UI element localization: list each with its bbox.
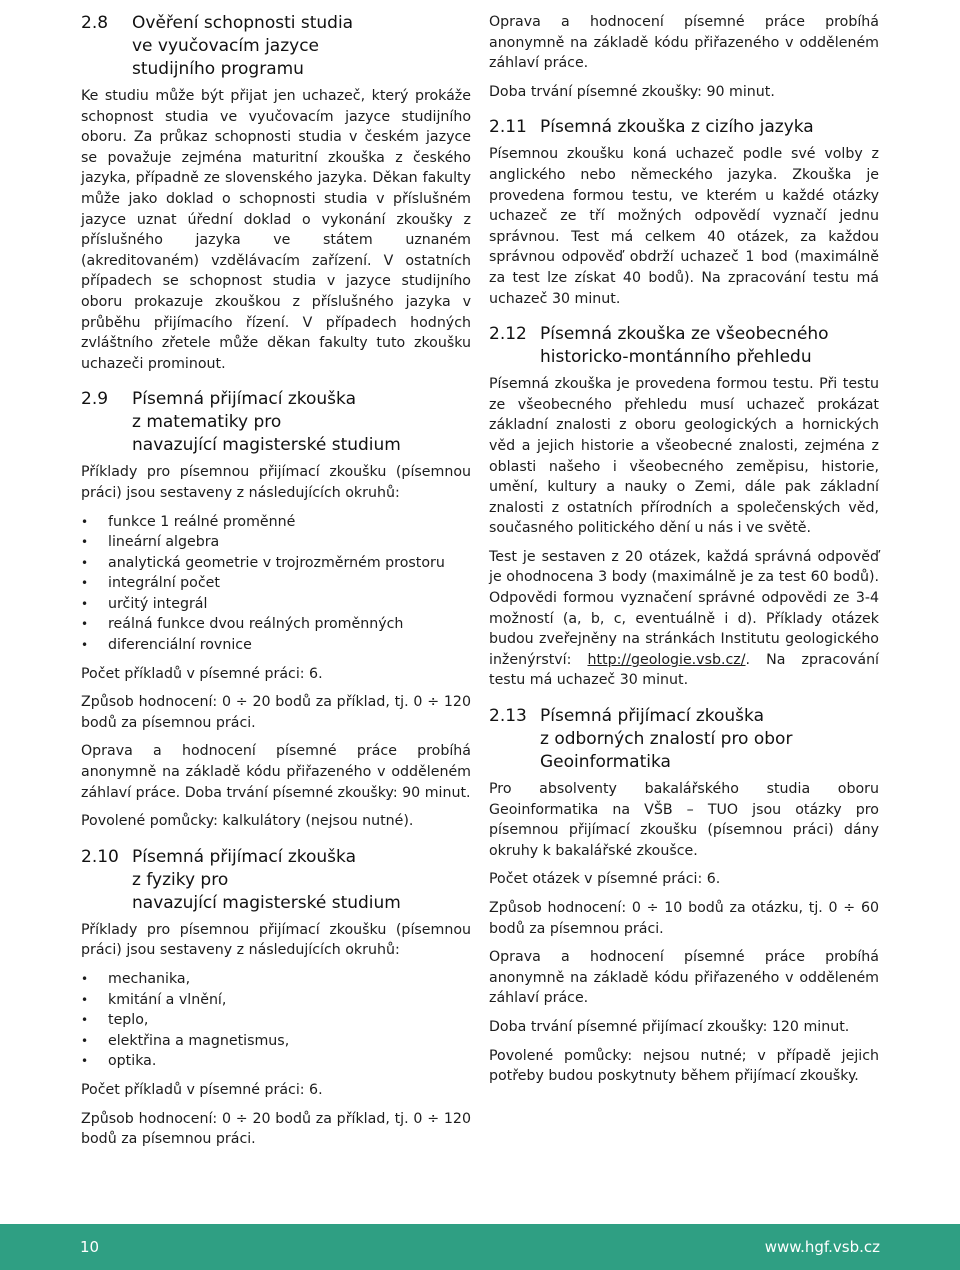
topic-list xyxy=(81,512,471,656)
section-number: 2.12 xyxy=(489,324,527,345)
list-item: • teplo, xyxy=(81,1010,471,1031)
paragraph: Písemnou zkoušku koná uchazeč podle své volby z anglického nebo německého jazyka. Zkouška je provedena formou testu, ve kterém u každé otázky uchazeč ze tří možných odpovědí vyznačí jednu správnou. Test má celkem 40 otázek, za každou správnou odpověď obdrží uchazeč 1 bod (maximálně za test lze získat 40 bodů). Na zpracování testu má uchazeč 30 minut. xyxy=(489,146,879,307)
institute-link[interactable]: http://geologie.vsb.cz/ xyxy=(587,651,746,668)
list-item: • optika. xyxy=(81,1051,471,1072)
section-title-line: Písemná zkouška z cizího jazyka xyxy=(540,117,814,138)
section-title-line: historicko-montánního přehledu xyxy=(540,347,812,368)
section-title-line: z matematiky pro xyxy=(132,412,282,433)
section-number: 2.13 xyxy=(489,706,527,727)
section-title-line: ve vyučovacím jazyce xyxy=(132,36,320,56)
section-heading-2-8 xyxy=(81,12,471,81)
list-item: • lineární algebra xyxy=(81,532,471,553)
list-item: • analytická geometrie v trojrozměrném prostoru xyxy=(81,553,471,574)
section-heading-2-11 xyxy=(489,116,879,139)
section-title xyxy=(540,116,879,139)
section-number: 2.9 xyxy=(81,389,109,410)
paragraph: Počet otázek v písemné práci: 6. xyxy=(489,871,721,888)
list-item: • elektřina a magnetismus, xyxy=(81,1031,471,1052)
section-title-line: Písemná přijímací zkouška xyxy=(132,846,357,867)
paragraph: Doba trvání písemné zkoušky: 90 minut. xyxy=(489,83,775,100)
page-number: 10 xyxy=(80,1238,100,1256)
section-title xyxy=(540,323,879,369)
paragraph: Počet příkladů v písemné práci: 6. xyxy=(81,665,323,682)
section-number: 2.11 xyxy=(489,117,527,138)
section-title xyxy=(132,12,471,81)
list-item: • reálná funkce dvou reálných proměnných xyxy=(81,614,471,635)
paragraph-text: Test je sestaven z 20 otázek, každá správná odpověď je ohodnocena 3 body (maximálně je za test 60 bodů). Odpovědi formou vyznačení správné odpovědi ze 3-4 možností (a, b, c, eventuálně i d). Příklady otázek budou zveřejněny na stránkách Institutu geologického inženýrství: xyxy=(489,548,879,668)
section-heading-2-9 xyxy=(81,388,471,457)
paragraph: Příklady pro písemnou přijímací zkoušku (písemnou práci) jsou sestaveny z následujících okruhů: xyxy=(81,464,471,501)
section-title xyxy=(132,846,471,915)
section-title-line: Ověření schopnosti studia xyxy=(132,13,354,33)
list-item: • funkce 1 reálné proměnné xyxy=(81,512,471,533)
paragraph-text: . Na zpracování testu má uchazeč 30 minut. xyxy=(489,651,879,689)
paragraph: Oprava a hodnocení písemné práce probíhá anonymně na základě kódu přiřazeného v odděleném záhlaví práce. Doba trvání písemné zkoušky: 90 minut. xyxy=(81,743,471,801)
section-heading-2-10 xyxy=(81,846,471,915)
website-url[interactable]: www.hgf.vsb.cz xyxy=(764,1238,880,1256)
section-title-line: studijního programu xyxy=(132,59,304,79)
paragraph: Povolené pomůcky: nejsou nutné; v případě jejich potřeby budou poskytnuty během přijímací zkoušky. xyxy=(489,1047,879,1085)
list-item: • diferenciální rovnice xyxy=(81,635,471,656)
paragraph: Počet příkladů v písemné práci: 6. xyxy=(81,1081,323,1098)
paragraph: Oprava a hodnocení písemné práce probíhá anonymně na základě kódu přiřazeného v odděleném záhlaví práce. xyxy=(489,14,879,72)
section-title-line: z fyziky pro xyxy=(132,869,229,890)
section-heading-2-13 xyxy=(489,705,879,774)
list-item: • určitý integrál xyxy=(81,594,471,615)
right-column xyxy=(489,12,879,1095)
section-title-line: Geoinformatika xyxy=(540,752,671,773)
section-title xyxy=(540,705,879,774)
topic-list xyxy=(81,969,471,1072)
paragraph: Písemná zkouška je provedena formou testu. Při testu ze všeobecného přehledu musí uchazeč prokázat základní znalosti z oboru geologických a hornických věd a jejich historie a všeobecné znalosti, zejména z oblasti našeho i všeobecného zeměpisu, historie, umění, kultury a nauky o Zemi, dále pak základní znalosti z ostatních přírodních a společenských věd, současného politického dění u nás i ve světě. xyxy=(489,376,879,537)
left-column xyxy=(81,12,471,1158)
paragraph: Ke studiu může být přijat jen uchazeč, který prokáže schopnost studia ve vyučovacím jazyce studijního oboru. Za průkaz schopnosti studia v českém jazyce se považuje zejména maturitní zkouška z českého jazyka, případně ze slovenského jazyka. Děkan fakulty může jako doklad o schopnosti studia v příslušném jazyce uznat úřední doklad o vykonání zkoušky z příslušného jazyka ve státem uznaném (akreditovaném) vzdělávacím zařízení. V ostatních případech se schopnost studia v jazyce studijního oboru prokazuje zkouškou z příslušného jazyka v průběhu přijímacího řízení. V případech hodných zvláštního zřetele může děkan fakulty tuto zkoušku uchazeči prominout. xyxy=(81,88,471,372)
section-title-line: navazující magisterské studium xyxy=(132,435,401,456)
section-heading-2-12 xyxy=(489,323,879,369)
paragraph: Povolené pomůcky: kalkulátory (nejsou nutné). xyxy=(81,813,414,830)
paragraph: Způsob hodnocení: 0 ÷ 20 bodů za příklad, tj. 0 ÷ 120 bodů za písemnou práci. xyxy=(81,694,471,731)
section-title-line: Písemná přijímací zkouška xyxy=(132,389,357,410)
section-title-line: navazující magisterské studium xyxy=(132,892,401,913)
paragraph: Oprava a hodnocení písemné práce probíhá anonymně na základě kódu přiřazeného v odděleném záhlaví práce. xyxy=(489,949,879,1007)
paragraph: Způsob hodnocení: 0 ÷ 20 bodů za příklad, tj. 0 ÷ 120 bodů za písemnou práci. xyxy=(81,1110,471,1148)
paragraph: Doba trvání písemné přijímací zkoušky: 120 minut. xyxy=(489,1018,850,1035)
paragraph: Způsob hodnocení: 0 ÷ 10 bodů za otázku, tj. 0 ÷ 60 bodů za písemnou práci. xyxy=(489,900,879,937)
section-number: 2.10 xyxy=(81,846,119,867)
paragraph: Pro absolventy bakalářského studia oboru Geoinformatika na VŠB – TUO jsou otázky pro písemnou přijímací zkoušku (písemnou práci) dány okruhy k bakalářské zkoušce. xyxy=(489,781,879,859)
section-title-line: Písemná přijímací zkouška xyxy=(540,706,765,727)
section-title-line: z odborných znalostí pro obor xyxy=(540,729,793,750)
paragraph: Příklady pro písemnou přijímací zkoušku (písemnou práci) jsou sestaveny z následujících okruhů: xyxy=(81,921,471,959)
footer-bar xyxy=(0,1224,960,1270)
list-item: • integrální počet xyxy=(81,573,471,594)
list-item: • kmitání a vlnění, xyxy=(81,990,471,1011)
section-title-line: Písemná zkouška ze všeobecného xyxy=(540,324,829,345)
list-item: • mechanika, xyxy=(81,969,471,990)
section-title xyxy=(132,388,471,457)
paragraph xyxy=(489,547,879,691)
section-number: 2.8 xyxy=(81,13,109,33)
